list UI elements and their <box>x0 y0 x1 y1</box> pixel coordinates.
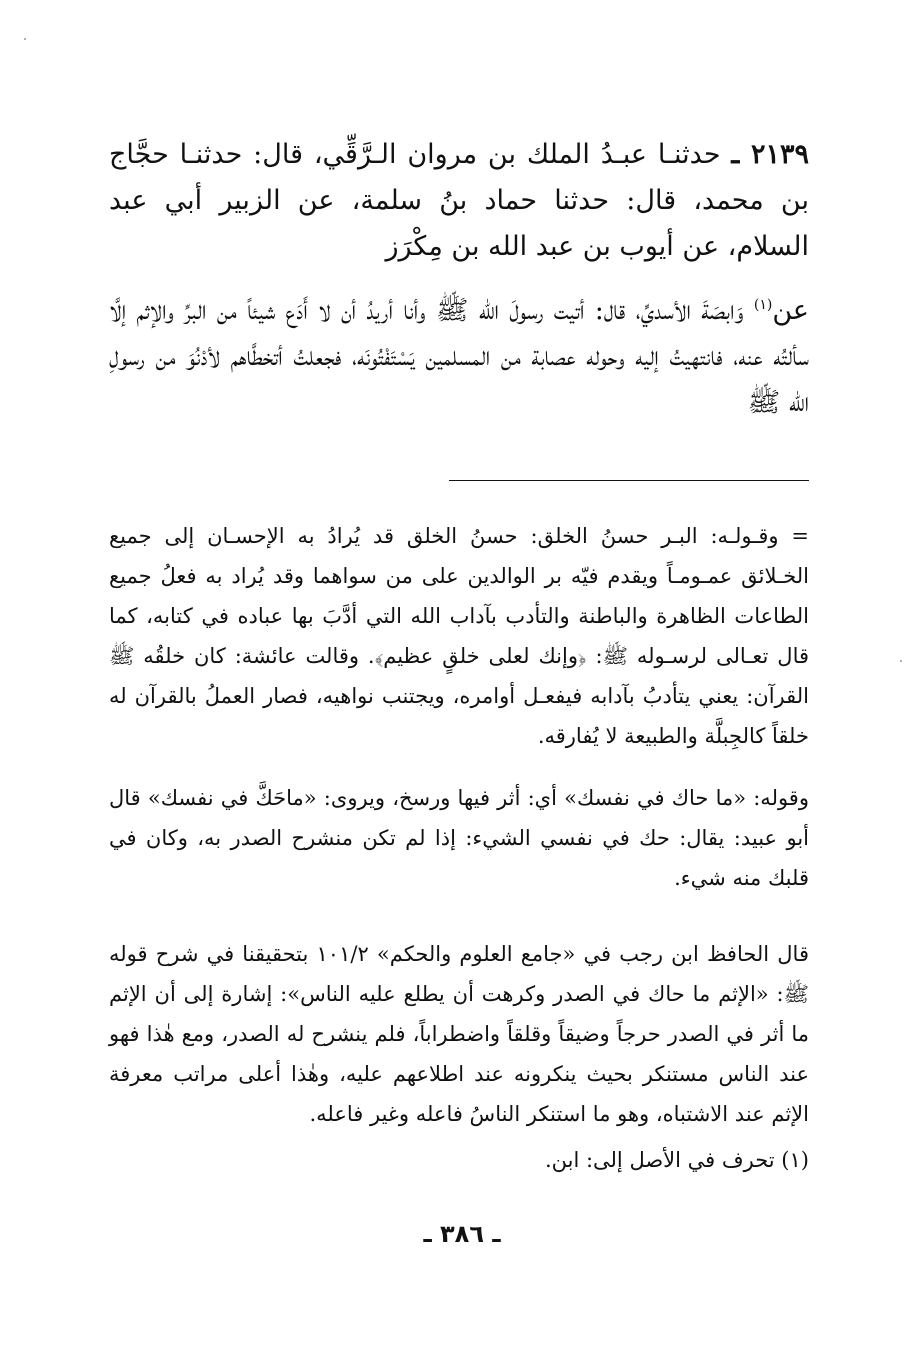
footnote-explanation: وقوله: «ما حاك في نفسك» أي: أثر فيها ورسخ، ويروى: «ماحَكَّ في نفسك» قال أبو عبيد: يقال: حك في نفسي الشيء: إذا لم تكن منشرح الصدر به، وكان في قلبك منه شيء. <box>109 786 809 890</box>
footnote-continuation: = وقـولـه: البـر حسنُ الخلق: حسنُ الخلق قد يُرادُ به الإحسـان إلى جميع الخـلائق عمـومـاً ويقدم فيّه بر الوالدين على من سواهما وقد يُراد به فعلُ جميع الطاعات الظاهرة والباطنة والتأدب بآداب الله التي أدَّبَ بها عباده في كتابه، كما قال تعـالى لرسـوله ﷺ: ﴿وإنك لعلى خلقٍ عظيم﴾. وقالت عائشة: كان خلقُه ﷺ القرآن: يعني يتأدبُ بآدابه فيفعـل أوامره، ويجتنب نواهيه، فصار العملُ بالقرآن له خلقاً كالجِبلَّة والطبيعة لا يُفارقه. <box>109 524 809 748</box>
footnote-separator-line <box>449 480 809 481</box>
scan-speck <box>900 660 902 662</box>
scan-speck <box>24 38 26 40</box>
hadith-number: ٢١٣٩ ـ <box>731 139 809 170</box>
hadith-isnad-paragraph <box>109 132 809 270</box>
hadith-matn-paragraph <box>109 288 809 426</box>
footnote-reference-mark: (١) <box>753 297 773 313</box>
page-number: ـ ٣٨٦ ـ <box>423 1220 501 1248</box>
hadith-matn-text: وَابصَةَ الأسديِّ، قال: أتيت رسولَ الله ﷺ وأنا أريدُ أن لا أَدَع شيئاً من البرِّ والإثم إلَّا سألتُه عنه، فانتهيتُ إليه وحوله عصابة من المسلمين يَسْتَفْتُونَه، فجعلتُ أتخطَّاهم لأدْنُوَ من رسولِ الله ﷺ <box>109 295 809 418</box>
hadith-matn-prefix: عن <box>772 295 809 326</box>
footnote-1: (١) تحرف في الأصل إلى: ابن. <box>544 1148 809 1172</box>
footnote-ibn-rajab-quote: قال الحافظ ابن رجب في «جامع العلوم والحكم» ١٠١/٢ بتحقيقنا في شرح قوله ﷺ: «الإثم ما حاك في الصدر وكرهت أن يطلع عليه الناس»: إشارة إلى أن الإثم ما أثر في الصدر حرجاً وضيقاً وقلقاً واضطراباً، فلم ينشرح له الصدر، ومع هٰذا فهو عند الناس مستنكر بحيث ينكرونه عند اطلاعهم عليه، وهٰذا أعلى مراتب معرفة الإثم عند الاشتباه، وهو ما استنكر الناسُ فاعله وغير فاعله. <box>109 942 809 1126</box>
hadith-isnad-text: حدثنـا عبـدُ الملك بن مروان الـرَّقِّي، قال: حدثنـا حجَّاج بن محمد، قال: حدثنا حماد بنُ سلمة، عن الزبير أبي عبد السلام، عن أيوب بن عبد الله بن مِكْرَز <box>109 139 809 262</box>
